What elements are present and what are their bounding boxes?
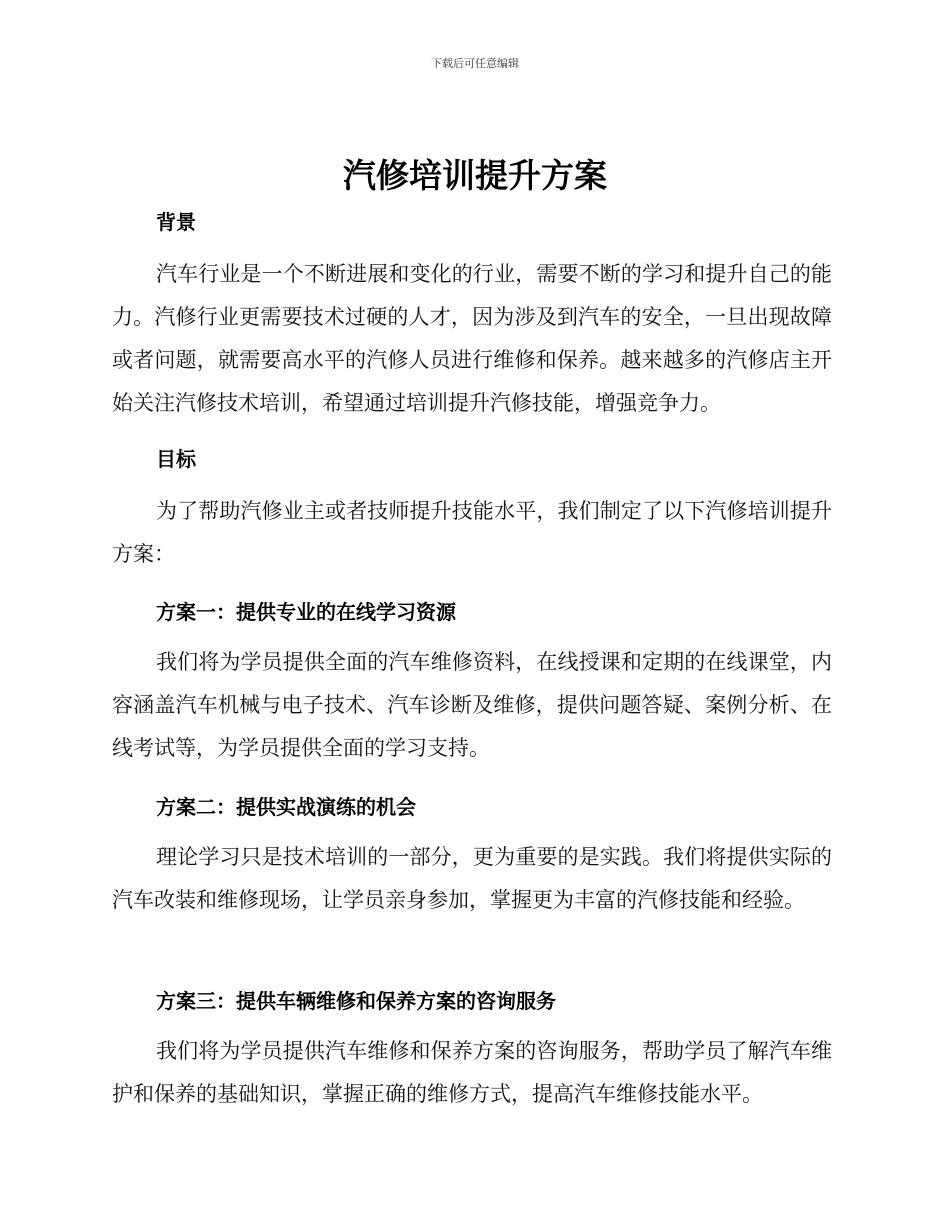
section-heading-plan-three: 方案三：提供车辆维修和保养方案的咨询服务 [156, 989, 556, 1013]
section-paragraph-plan-two: 理论学习只是技术培训的一部分，更为重要的是实践。我们将提供实际的汽车改装和维修现场，让学员亲身参加，掌握更为丰富的汽修技能和经验。 [112, 845, 832, 912]
header-note: 下载后可任意编辑 [431, 57, 519, 70]
section-heading-goal: 目标 [156, 447, 196, 471]
section-heading-plan-one: 方案一：提供专业的在线学习资源 [156, 600, 456, 624]
section-paragraph-background: 汽车行业是一个不断进展和变化的行业，需要不断的学习和提升自己的能力。汽修行业更需要技术过硬的人才，因为涉及到汽车的安全，一旦出现故障或者问题，就需要高水平的汽修人员进行维修和保养。越来越多的汽修店主开始关注汽修技术培训，希望通过培训提升汽修技能，增强竞争力。 [112, 262, 832, 415]
page-title: 汽修培训提升方案 [343, 156, 607, 195]
section-paragraph-plan-three: 我们将为学员提供汽车维修和保养方案的咨询服务，帮助学员了解汽车维护和保养的基础知识，掌握正确的维修方式，提高汽车维修技能水平。 [112, 1039, 832, 1106]
section-paragraph-plan-one: 我们将为学员提供全面的汽车维修资料，在线授课和定期的在线课堂，内容涵盖汽车机械与电子技术、汽车诊断及维修，提供问题答疑、案例分析、在线考试等，为学员提供全面的学习支持。 [112, 650, 832, 760]
section-heading-background: 背景 [156, 210, 196, 234]
section-paragraph-goal: 为了帮助汽修业主或者技师提升技能水平，我们制定了以下汽修培训提升方案： [112, 499, 832, 566]
section-heading-plan-two: 方案二：提供实战演练的机会 [156, 795, 416, 819]
